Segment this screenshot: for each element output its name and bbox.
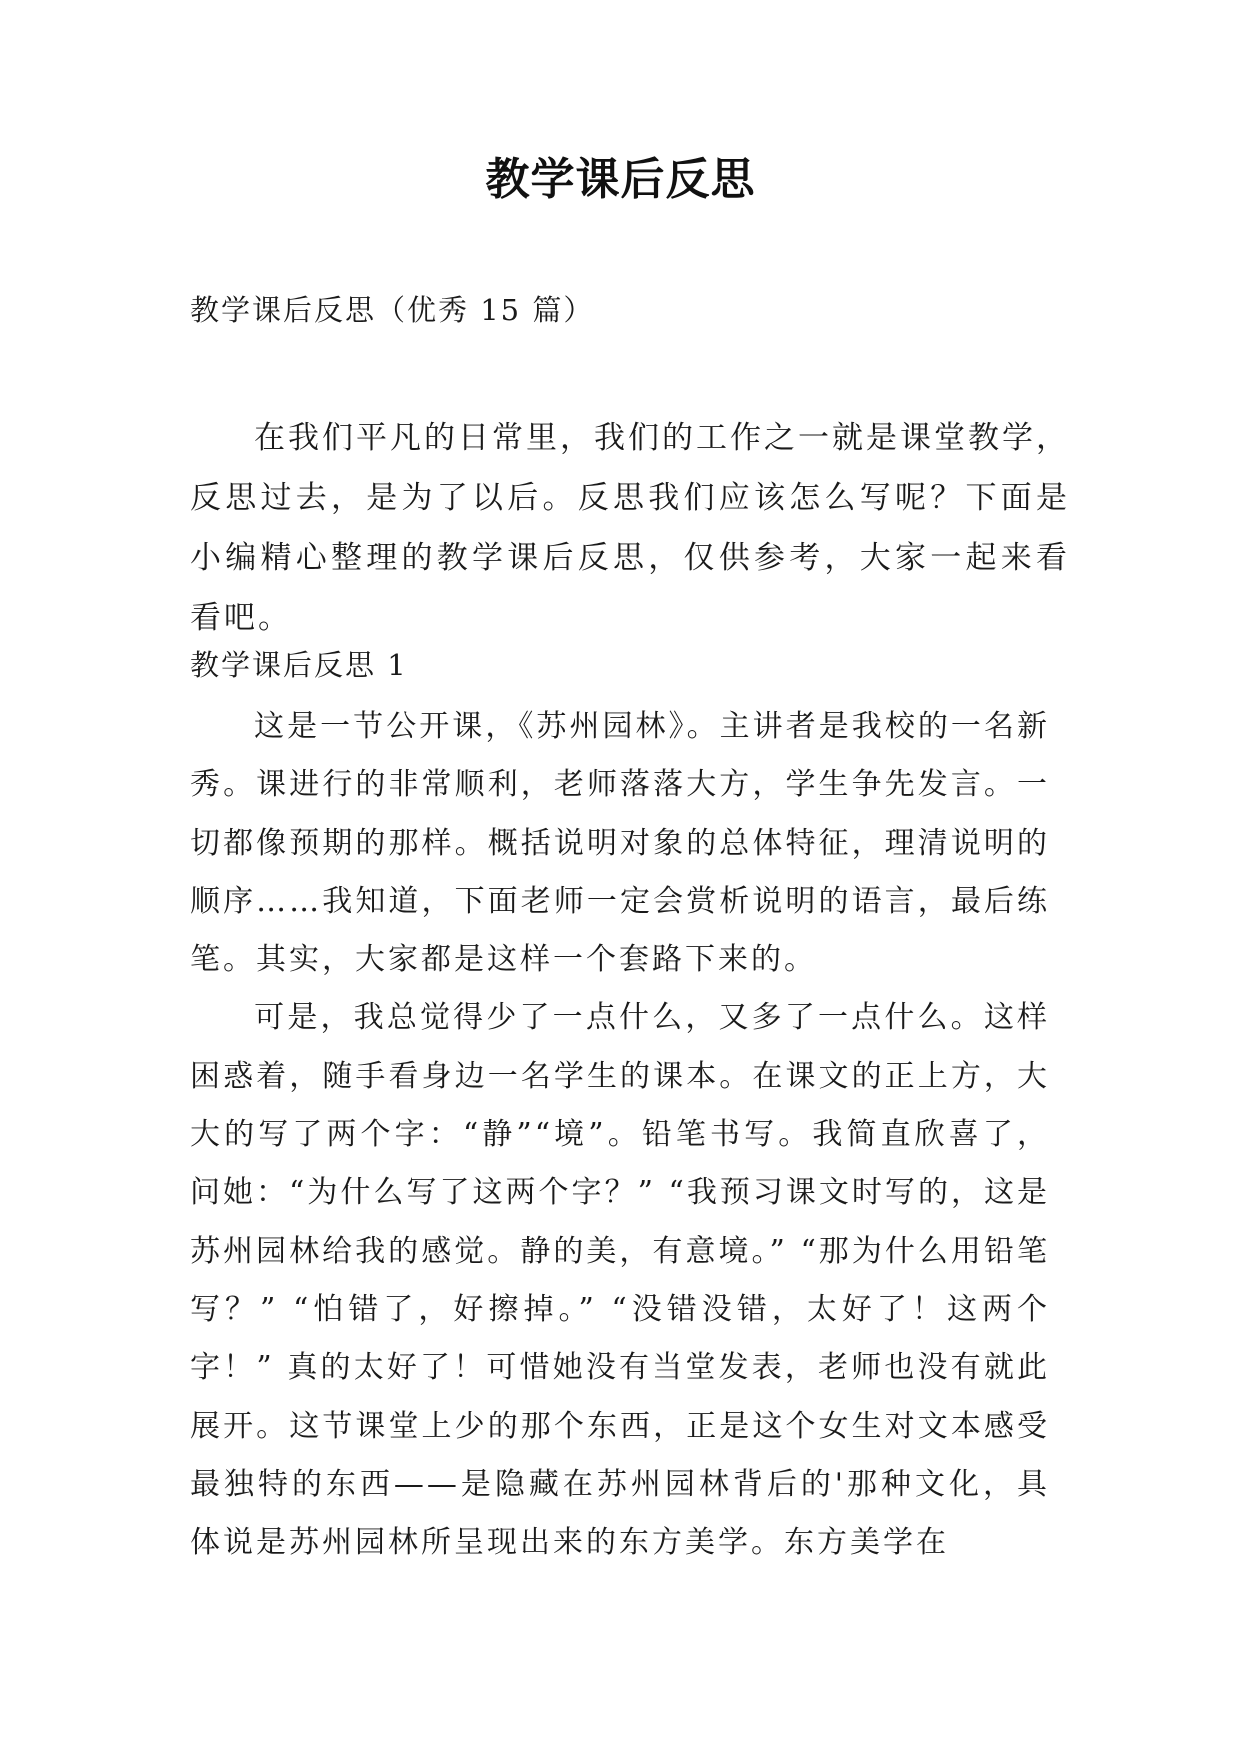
body-paragraph [190,989,1050,1572]
document-title: 教学课后反思 [485,154,756,205]
body-paragraph-text: 这是一节公开课，《苏州园林》。主讲者是我校的一名新秀。课进行的非常顺利，老师落落大方，学生争先发言。一切都像预期的那样。概括说明对象的总体特征，理清说明的顺序……我知道，下面老师一定会赏析说明的语言，最后练笔。其实，大家都是这样一个套路下来的。 [190,709,1050,978]
section-heading: 教学课后反思 1 [190,648,408,682]
body-paragraph-text: 可是，我总觉得少了一点什么，又多了一点什么。这样困惑着，随手看身边一名学生的课本。在课文的正上方，大大的写了两个字：“静”“境”。铅笔书写。我简直欣喜了，问她：“为什么写了这两个字？” “我预习课文时写的，这是苏州园林给我的感觉。静的美，有意境。” “那为什么用铅笔写？” “怕错了，好擦掉。” “没错没错，太好了！这两个字！” 真的太好了！可惜她没有当堂发表，老师也没有就此展开。这节课堂上少的那个东西，正是这个女生对文本感受最独特的东西——是隐藏在苏州园林背后的'那种文化，具体说是苏州园林所呈现出来的东方美学。东方美学在 [190,1000,1050,1561]
intro-paragraph [190,408,1070,648]
section-body [190,698,1050,1572]
body-paragraph [190,698,1050,989]
intro-text: 在我们平凡的日常里，我们的工作之一就是课堂教学，反思过去，是为了以后。反思我们应该怎么写呢？下面是小编精心整理的教学课后反思，仅供参考，大家一起来看看吧。 [190,420,1070,636]
document-subtitle: 教学课后反思（优秀 15 篇） [190,293,595,327]
